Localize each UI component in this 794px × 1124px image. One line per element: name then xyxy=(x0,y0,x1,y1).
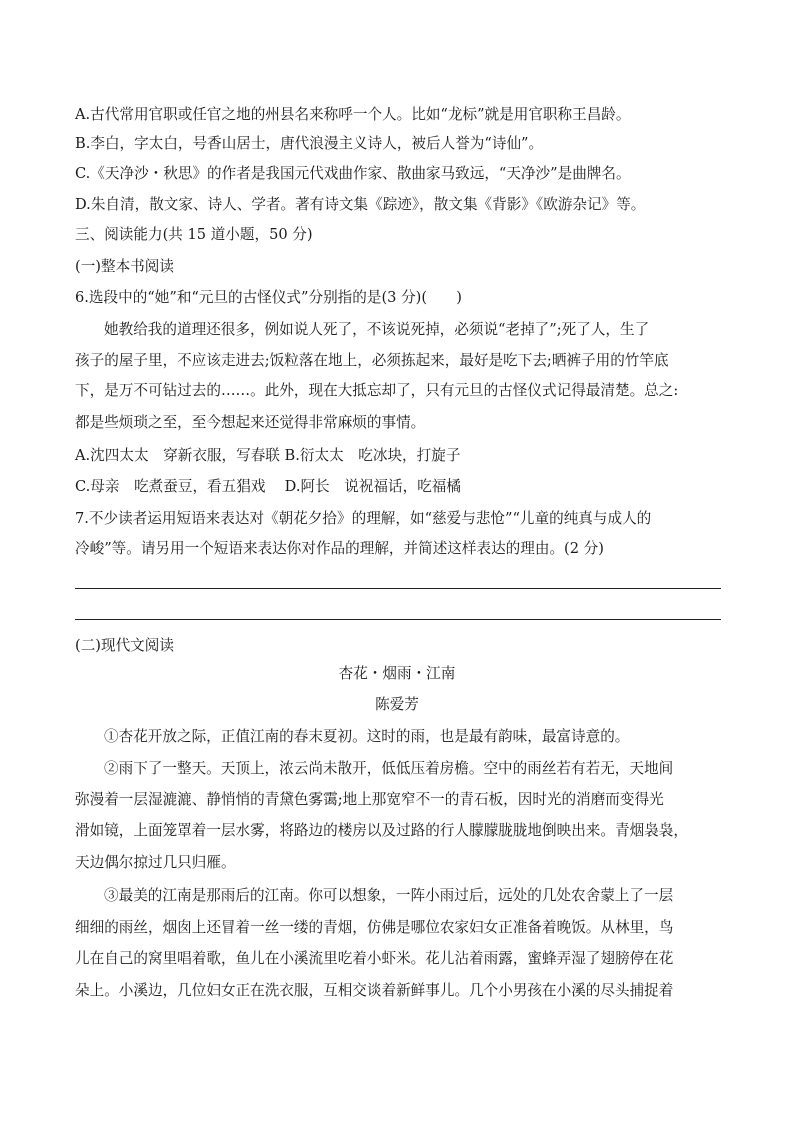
q6-passage-line: 都是些烦琐之至，至今想起来还觉得非常麻烦的事情。 xyxy=(75,414,426,431)
answer-line[interactable] xyxy=(75,588,721,589)
q6-passage-line: 她教给我的道理还很多，例如说人死了，不该说死掉，必须说“老掉了”;死了人，生了 xyxy=(104,321,650,338)
article-line: ②雨下了一整天。天顶上，浓云尚未散开，低低压着房檐。空中的雨丝若有若无，天地间 xyxy=(104,760,674,777)
article-line: ③最美的江南是那雨后的江南。你可以想象，一阵小雨过后，远处的几处农舍蒙上了一层 xyxy=(104,887,674,904)
article-line: 滑如镜，上面笼罩着一层水雾，将路边的楼房以及过路的行人朦朦胧胧地倒映出来。青烟袅袅， xyxy=(75,822,688,839)
subsection-whole-book: (一)整本书阅读 xyxy=(75,258,174,275)
article-line: 细细的雨丝，烟囱上还冒着一丝一缕的青烟，仿佛是哪位农家妇女正准备着晚饭。从林里，鸟 xyxy=(75,919,674,936)
q6-options-ab: A.沈四太太 穿新衣服，写春联 B.衍太太 吃冰块，打旋子 xyxy=(75,447,461,464)
section-title: 三、阅读能力(共 15 道小题，50 分) xyxy=(75,226,313,243)
option-d-prev: D.朱自清，散文家、诗人、学者。著有诗文集《踪迹》，散文集《背影》《欧游杂记》等。 xyxy=(75,196,646,213)
q6-options-cd: C.母亲 吃煮蚕豆，看五猖戏 D.阿长 说祝福话，吃福橘 xyxy=(75,478,461,495)
subsection-modern-reading: (二)现代文阅读 xyxy=(75,637,174,654)
option-c-prev: C.《天净沙・秋思》的作者是我国元代戏曲作家、散曲家马致远，“天净沙”是曲牌名。 xyxy=(75,165,631,182)
article-title: 杏花・烟雨・江南 xyxy=(338,665,456,682)
article-line: 朵上。小溪边，几位妇女正在洗衣服，互相交谈着新鲜事儿。几个小男孩在小溪的尽头捕捉着 xyxy=(75,982,674,999)
article-author: 陈爱芳 xyxy=(375,696,419,713)
question-7-stem: 7.不少读者运用短语来表达对《朝花夕拾》的理解，如“慈爱与悲怆”“儿童的纯真与成人的 xyxy=(75,510,652,527)
question-6-stem: 6.选段中的“她”和“元旦的古怪仪式”分别指的是(3 分)( ) xyxy=(75,289,462,306)
option-b-prev: B.李白，字太白，号香山居士，唐代浪漫主义诗人，被后人誉为“诗仙”。 xyxy=(75,135,544,152)
option-a-prev: A.古代常用官职或任官之地的州县名来称呼一个人。比如“龙标”就是用官职称王昌龄。 xyxy=(75,106,631,123)
article-line: ①杏花开放之际，正值江南的春末夏初。这时的雨，也是最有韵味，最富诗意的。 xyxy=(104,728,630,745)
q6-passage-line: 孩子的屋子里，不应该走进去;饭粒落在地上，必须拣起来，最好是吃下去;晒裤子用的竹竿底 xyxy=(75,352,669,369)
answer-line[interactable] xyxy=(75,619,721,620)
article-line: 天边偶尔掠过几只归雁。 xyxy=(75,854,236,871)
article-line: 儿在自己的窝里唱着歌，鱼儿在小溪流里吃着小虾米。花儿沾着雨露，蜜蜂弄湿了翅膀停在花 xyxy=(75,950,674,967)
q6-passage-line: 下，是万不可钻过去的……。此外，现在大抵忘却了，只有元旦的古怪仪式记得最清楚。总之: xyxy=(75,382,679,399)
question-7-stem: 冷峻”等。请另用一个短语来表达你对作品的理解，并简述这样表达的理由。(2 分) xyxy=(75,540,604,557)
article-line: 弥漫着一层湿漉漉、静悄悄的青黛色雾霭;地上那宽窄不一的青石板，因时光的消磨而变得光 xyxy=(75,791,664,808)
